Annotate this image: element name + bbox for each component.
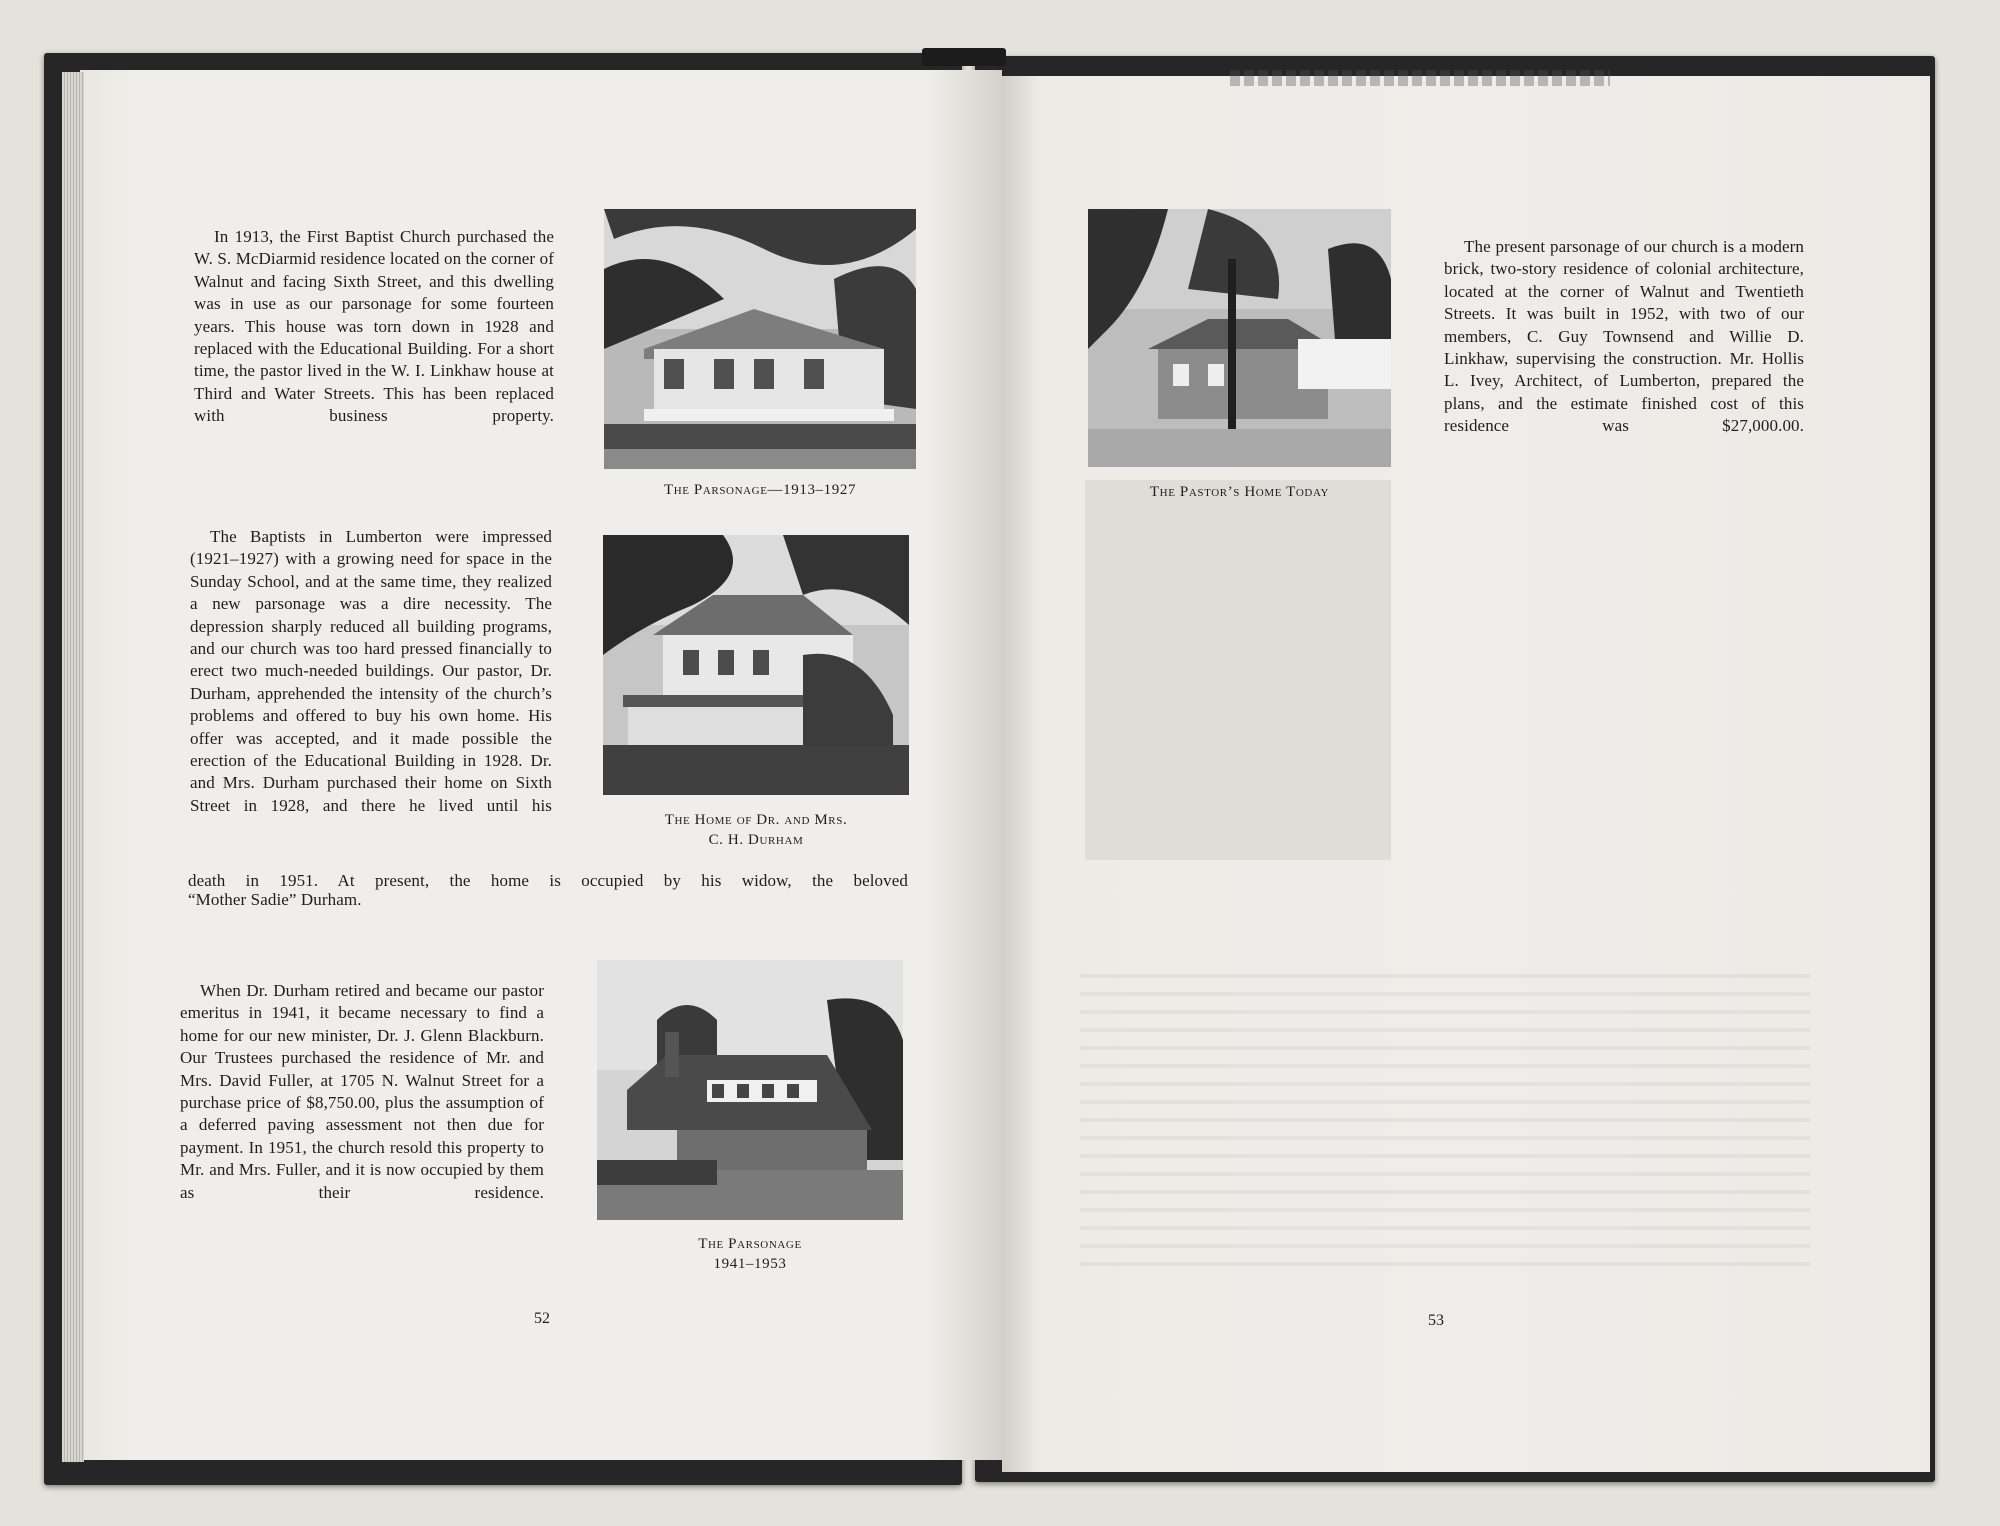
caption-parsonage-1941 xyxy=(597,1234,903,1274)
page-edges xyxy=(62,72,84,1462)
photo-pastors-home-today xyxy=(1088,209,1391,467)
bleed-through-text-shadow xyxy=(1080,960,1810,1270)
bleed-through-shadow xyxy=(1085,480,1391,860)
book-spine xyxy=(922,48,1006,66)
left-paragraph-1913-parsonage: In 1913, the First Baptist Church purchased the W. S. McDiarmid residence located on the corner of Walnut and facing Sixth Street, and this dwelling was in use as our parsonage for some fourteen years. This house was torn down in 1928 and replaced with the Educational Building. For a short time, the pastor lived in the W. I. Linkhaw house at Third and Water Streets. This has been replaced with business property. xyxy=(194,227,554,426)
left-paragraph-durham-home: The Baptists in Lumberton were impressed (1921–1927) with a growing need for space in the Sunday School, and at the same time, they realized a new parsonage was a dire necessity. The depression sharply reduced all building programs, and our church was too hard pressed financially to erect two much-needed buildings. Our pastor, Dr. Durham, apprehended the intensity of the church’s problems and offered to buy his own home. His offer was accepted, and it made possible the erection of the Educational Building in 1928. Dr. and Mrs. Durham purchased their home on Sixth Street in 1928, and there he lived until his xyxy=(190,527,552,815)
bleed-through-top-stamp xyxy=(1230,70,1610,86)
photo-parsonage-1941 xyxy=(597,960,903,1220)
right-paragraph-present-parsonage: The present parsonage of our church is a modern brick, two-story residence of colonial architecture, located at the corner of Walnut and Twentieth Streets. It was built in 1952, with two of our members, C. Guy Townsend and Willie D. Linkhaw, supervising the construction. Mr. Hollis L. Ivey, Architect, of Lumberton, prepared the plans, and the estimate finished cost of this residence was $27,000.00. xyxy=(1444,237,1804,436)
caption-durham-home-line2: C. H. Durham xyxy=(708,832,804,848)
caption-pastors-home-today: The Pastor’s Home Today xyxy=(1149,484,1330,500)
page-number-left: 52 xyxy=(534,1310,550,1327)
caption-parsonage-1941-line1: The Parsonage xyxy=(698,1236,802,1252)
caption-parsonage-1913: The Parsonage—1913–1927 xyxy=(663,482,857,498)
left-paragraph-durham-continued: death in 1951. At present, the home is occupied by his widow, the beloved xyxy=(188,871,908,890)
left-paragraph-fuller-residence: When Dr. Durham retired and became our pastor emeritus in 1941, it became necessary to find a home for our new minister, Dr. J. Glenn Blackburn. Our Trustees purchased the residence of Mr. and Mrs. David Fuller, at 1705 N. Walnut Street for a purchase price of $8,750.00, plus the assumption of a deferred paving assessment not then due for payment. In 1951, the church resold this property to Mr. and Mrs. Fuller, and it is now occupied by them as their residence. xyxy=(180,981,544,1202)
page-number-right: 53 xyxy=(1428,1312,1444,1329)
caption-parsonage-1941-line2: 1941–1953 xyxy=(713,1256,787,1272)
caption-durham-home-line1: The Home of Dr. and Mrs. xyxy=(664,812,848,828)
photo-parsonage-1913 xyxy=(604,209,916,469)
caption-durham-home xyxy=(603,810,909,850)
left-paragraph-durham-last: “Mother Sadie” Durham. xyxy=(188,890,362,909)
photo-durham-home xyxy=(603,535,909,795)
